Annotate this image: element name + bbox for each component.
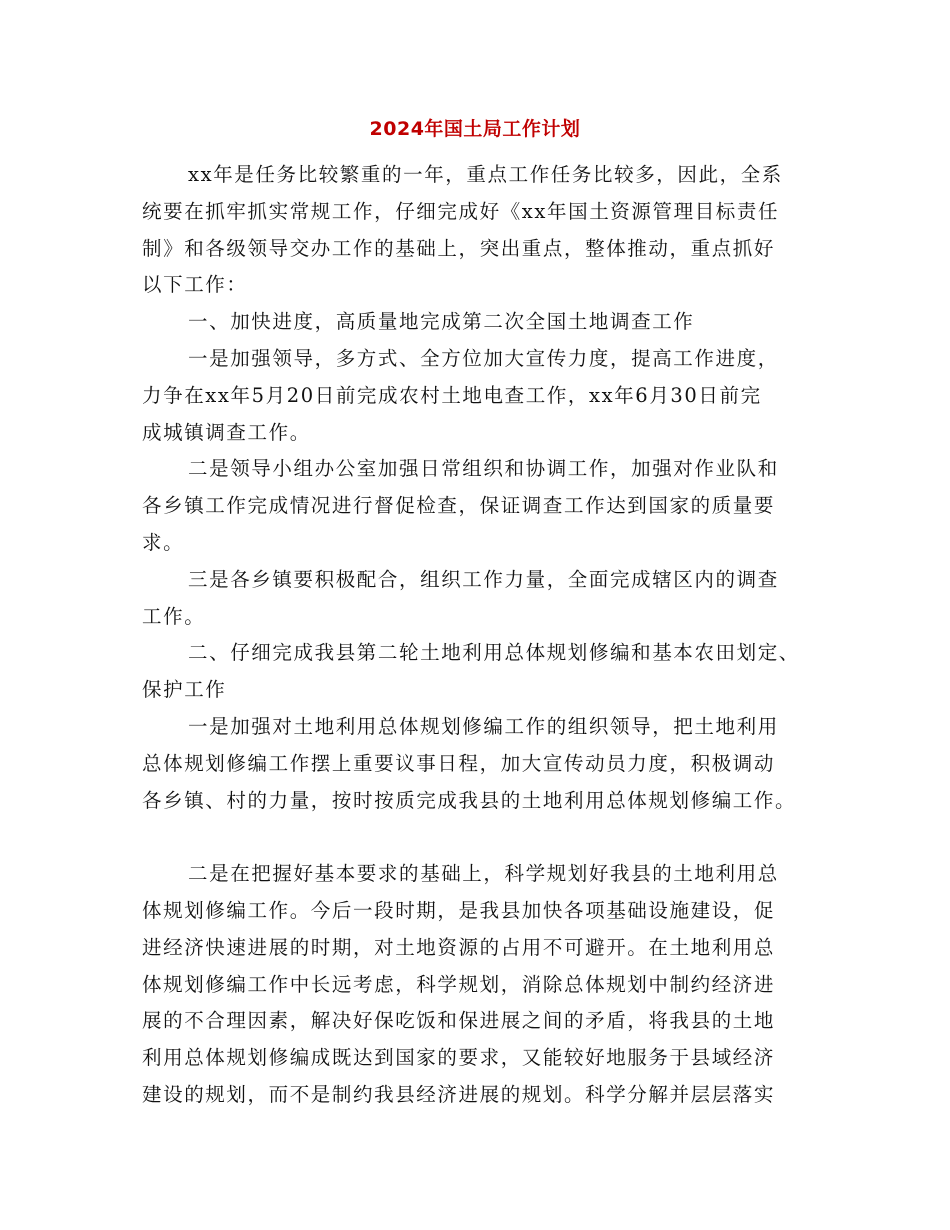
body-line: 建设的规划，而不是制约我县经济进展的规划。科学分解并层层落实: [142, 1082, 776, 1106]
body-line: 体规划修编工作。今后一段时期，是我县加快各项基础设施建设，促: [142, 898, 776, 922]
document-body: [142, 157, 812, 1114]
body-line: 成城镇调查工作。: [142, 420, 311, 444]
body-line: xx年是任务比较繁重的一年，重点工作任务比较多，因此，全系: [188, 163, 783, 186]
body-line: 二是在把握好基本要求的基础上，科学规划好我县的土地利用总: [188, 862, 779, 886]
body-line: 利用总体规划修编成既达到国家的要求，又能较好地服务于县域经济: [142, 1046, 776, 1070]
body-line: 保护工作: [142, 678, 227, 702]
document-title: 2024年国土局工作计划: [369, 118, 581, 140]
body-line: 展的不合理因素，解决好保吃饭和保进展之间的矛盾，将我县的土地: [142, 1009, 776, 1033]
body-line: 一是加强领导，多方式、全方位加大宣传力度，提高工作进度，: [188, 346, 779, 370]
body-line: 体规划修编工作中长远考虑，科学规划，消除总体规划中制约经济进: [142, 972, 776, 996]
body-line: 力争在xx年5月20日前完成农村土地电查工作，xx年6月30日前完: [142, 383, 762, 407]
body-line: 一是加强对土地利用总体规划修编工作的组织领导，把土地利用: [188, 714, 779, 738]
section-heading-2: 二、仔细完成我县第二轮土地利用总体规划修编和基本农田划定、: [188, 641, 800, 665]
body-line: 总体规划修编工作摆上重要议事日程，加大宣传动员力度，积极调动: [142, 751, 776, 775]
body-line: 统要在抓牢抓实常规工作，仔细完成好《xx年国土资源管理目标责任: [142, 199, 780, 223]
body-line: 以下工作：: [142, 273, 248, 297]
paragraph-gap: [142, 819, 812, 856]
body-line: 各乡镇、村的力量，按时按质完成我县的土地利用总体规划修编工作。: [142, 788, 797, 812]
body-line: 制》和各级领导交办工作的基础上，突出重点，整体推动，重点抓好: [142, 236, 776, 260]
body-line: 三是各乡镇要积极配合，组织工作力量，全面完成辖区内的调查: [188, 567, 779, 591]
body-line: 各乡镇工作完成情况进行督促检查，保证调查工作达到国家的质量要: [142, 494, 776, 518]
body-line: 工作。: [142, 604, 206, 628]
body-line: 进经济快速进展的时期，对土地资源的占用不可避开。在土地利用总: [142, 935, 776, 959]
body-line: 求。: [142, 530, 185, 554]
section-heading-1: 一、加快进度，高质量地完成第二次全国土地调查工作: [188, 310, 695, 334]
body-line: 二是领导小组办公室加强日常组织和协调工作，加强对作业队和: [188, 457, 779, 481]
